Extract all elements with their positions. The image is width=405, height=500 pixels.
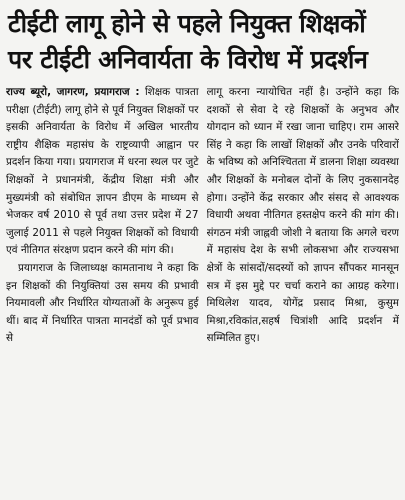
headline-line-2: पर टीईटी अनिवार्यता के विरोध में प्रदर्शन: [8, 45, 368, 74]
article-paragraph: प्रयागराज के जिलाध्यक्ष कामतानाथ ने कहा कि इन शिक्षकों की नियुक्तियां उस समय की प्रभावी नियमावली और निर्धारित योग्यताओं के अनुरूप हुई थीं। बाद में निर्धारित पात्रता मानदंडों को पूर्व प्रभाव से: [6, 261, 199, 345]
headline: [0, 0, 405, 78]
article-column-2: [207, 84, 400, 496]
paragraph-text: शिक्षक पात्रता परीक्षा (टीईटी) लागू होने से पूर्व नियुक्त शिक्षकों पर इसकी अनिवार्यता के विरोध में अखिल भारतीय राष्ट्रीय शैक्षिक महासंघ के राष्ट्रव्यापी आह्वान पर प्रदर्शन किया गया। प्रयागराज में धरना स्थल पर जुटे शिक्षकों ने प्रधानमंत्री, केंद्रीय शिक्षा मंत्री और मुख्यमंत्री को संबोधित ज्ञापन डीएम के माध्यम से भेजकर वर्ष 2010 से पूर्व तथा उत्तर प्रदेश में 27 जुलाई 2011 से पहले नियुक्त शिक्षकों को विधायी एवं नीतिगत संरक्षण प्रदान करने की मांग की।: [6, 86, 199, 257]
article-paragraph: लागू करना न्यायोचित नहीं है। उन्होंने कहा कि दशकों से सेवा दे रहे शिक्षकों के अनुभव और योगदान को ध्यान में रखा जाना चाहिए। राम आसरे सिंह ने कहा कि लाखों शिक्षकों और उनके परिवारों के भविष्य को अनिश्चितता में डालना शिक्षा व्यवस्था और शिक्षकों के मनोबल दोनों के लिए नुकसानदेह होगा। उन्होंने केंद्र सरकार और संसद से आवश्यक विधायी अथवा नीतिगत हस्तक्षेप करने की मांग की। संगठन मंत्री जाह्नवी जोशी ने बताया कि अगले चरण में महासंघ देश के सभी लोकसभा और राज्यसभा क्षेत्रों के सांसदों/सदस्यों को ज्ञापन सौंपकर मानसून सत्र में इस मुद्दे पर चर्चा कराने का आग्रह करेगा। मिथिलेश यादव, योगेंद्र प्रसाद मिश्रा, कुसुम मिश्रा,रविकांत,सहर्ष चित्रांशी आदि प्रदर्शन में सम्मिलित हुए।: [206, 86, 399, 345]
dateline: राज्य ब्यूरो, जागरण, प्रयागराज :: [6, 86, 140, 98]
article-body: [6, 84, 399, 496]
headline-line-1: टीईटी लागू होने से पहले नियुक्त शिक्षकों: [8, 9, 366, 38]
article-column-1: [6, 84, 199, 496]
article-paragraph: [6, 84, 199, 260]
